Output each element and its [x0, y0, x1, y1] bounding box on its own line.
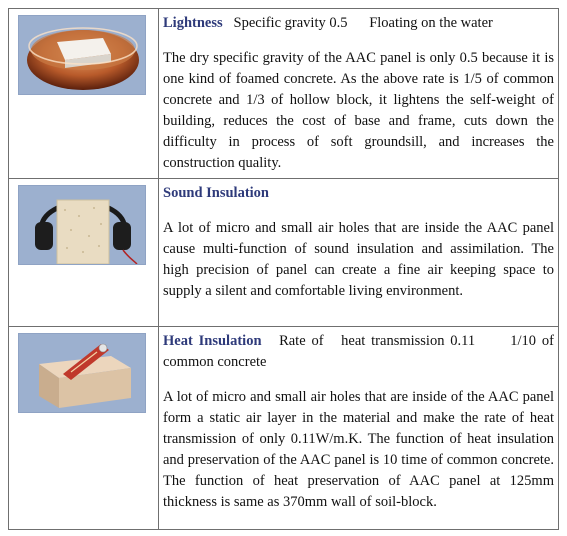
row-title: Heat Insulation: [163, 333, 262, 349]
text-cell: [159, 179, 558, 326]
row-body: A lot of micro and small air holes that are inside the AAC panel cause multi-function of sound insulation and assimilation. The high precision of panel can create a fine air keeping space to supply a silent and comfortable living environment.: [163, 220, 554, 299]
image-cell: [9, 327, 159, 529]
row-sound-insulation: [9, 179, 558, 327]
image-cell: [9, 179, 159, 326]
block-with-thermometer-icon: [18, 333, 146, 413]
row-lead: Specific gravity 0.5 Floating on the water: [233, 15, 493, 31]
row-title: Lightness: [163, 15, 223, 31]
row-body: The dry specific gravity of the AAC panel is only 0.5 because it is one kind of foamed concrete. As the above rate is 1/5 of common concrete and 1/3 of hollow block, it lightens the self-weight of building, reduces the cost of base and frame, cuts down the difficulty in process of soft groundsill, and increases the construction quality.: [163, 50, 554, 171]
row-title: Sound Insulation: [163, 185, 269, 201]
row-header: [163, 183, 554, 204]
row-lead: Rate of heat transmission 0.11 1/10 of common concrete: [163, 333, 558, 370]
text-cell: [159, 9, 558, 178]
headphones-on-block-icon: [18, 185, 146, 265]
image-cell: [9, 9, 159, 178]
glass-bowl-floating-block-icon: [18, 15, 146, 95]
row-header: [163, 331, 558, 373]
feature-table: [8, 8, 559, 530]
row-heat-insulation: [9, 327, 558, 529]
row-lightness: [9, 9, 558, 179]
row-header: [163, 13, 554, 34]
text-cell: [159, 327, 558, 529]
row-body: A lot of micro and small air holes that are inside of the AAC panel form a static air layer in the material and make the rate of heat transmission of only 0.11W/m.K. The function of heat insulation and preservation of the AAC panel is 10 time of common concrete. The function of heat preservation of AAC panel at 125mm thickness is same as 370mm wall of soil-block.: [163, 389, 554, 510]
